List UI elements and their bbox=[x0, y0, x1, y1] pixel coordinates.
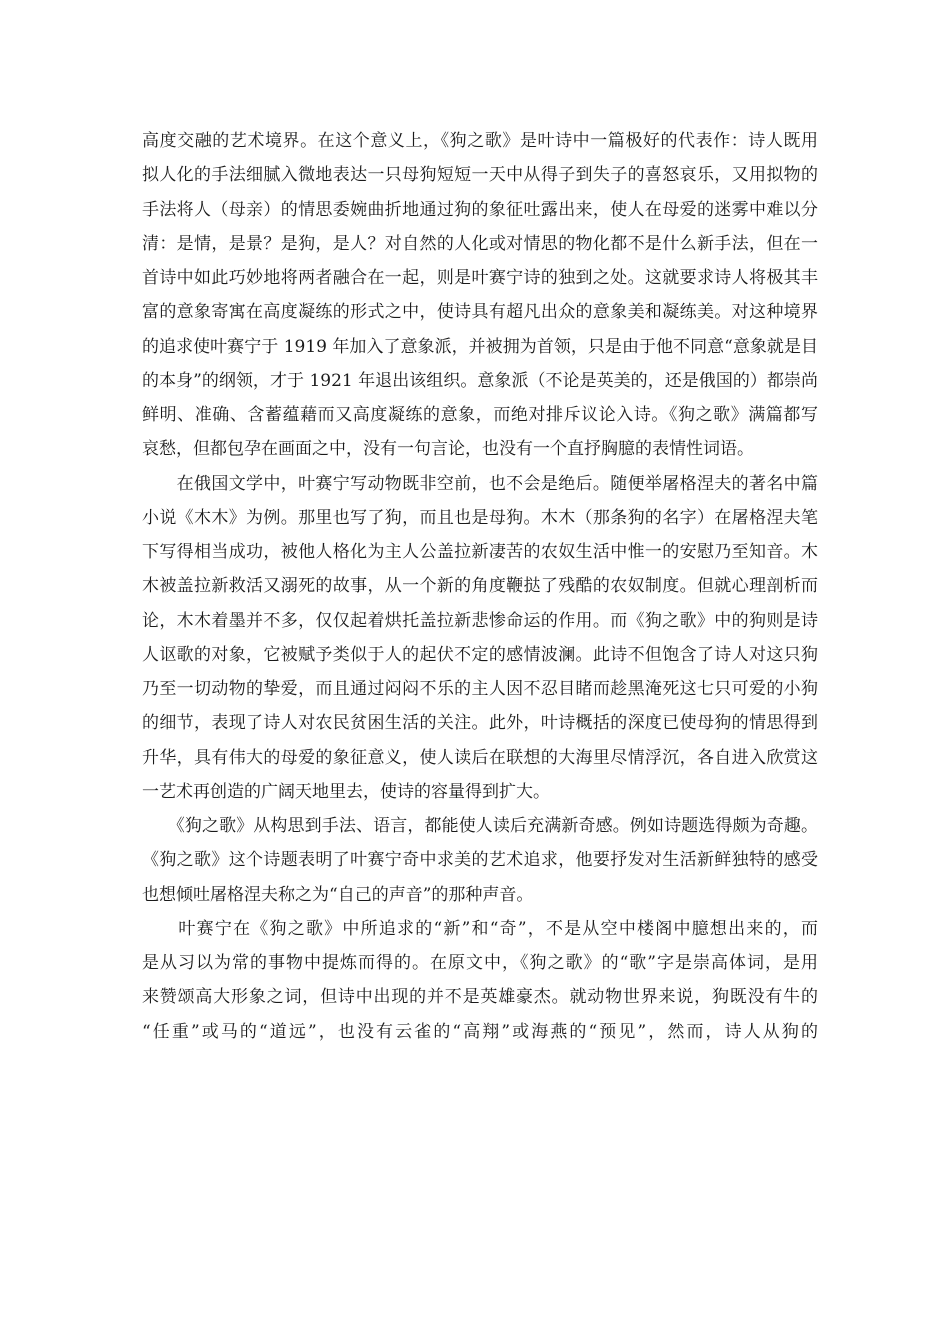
text-line: 《狗之歌》这个诗题表明了叶赛宁奇中求美的艺术追求，他要抒发对生活新鲜独特的感受 bbox=[142, 850, 818, 871]
document-body-text bbox=[142, 124, 818, 1049]
text-line: 高度交融的艺术境界。在这个意义上，《狗之歌》是叶诗中一篇极好的代表作：诗人既用 bbox=[142, 131, 818, 151]
text-line: 是从习以为常的事物中提炼而得的。在原文中，《狗之歌》的“歌”字是崇高体词，是用 bbox=[142, 953, 818, 973]
text-line: 也想倾吐屠格涅夫称之为“自己的声音”的那种声音。 bbox=[142, 884, 534, 905]
text-line: 鲜明、准确、含蓄蕴藉而又高度凝练的意象，而绝对排斥议论入诗。《狗之歌》满篇都写 bbox=[142, 405, 818, 425]
text-line: 来赞颂高大形象之词，但诗中出现的并不是英雄豪杰。就动物世界来说，狗既没有牛的 bbox=[142, 987, 818, 1008]
text-line: 升华，具有伟大的母爱的象征意义，使人读后在联想的大海里尽情浮沉，各自进入欣赏这 bbox=[142, 747, 818, 768]
text-line: 乃至一切动物的挚爱，而且通过闷闷不乐的主人因不忍目睹而趁黑淹死这七只可爱的小狗 bbox=[142, 679, 818, 699]
text-line: 人讴歌的对象，它被赋予类似于人的起伏不定的感情波澜。此诗不但饱含了诗人对这只狗 bbox=[142, 644, 818, 665]
text-line: 《狗之歌》从构思到手法、语言，都能使人读后充满新奇感。例如诗题选得颇为奇趣。 bbox=[142, 816, 818, 836]
text-line: 小说《木木》为例。那里也写了狗，而且也是母狗。木木（那条狗的名字）在屠格涅夫笔 bbox=[142, 507, 818, 528]
text-line: 论，木木着墨并不多，仅仅起着烘托盖拉新悲惨命运的作用。而《狗之歌》中的狗则是诗 bbox=[142, 610, 818, 631]
text-line: 拟人化的手法细腻入微地表达一只母狗短短一天中从得子到失子的喜怒哀乐，又用拟物的 bbox=[142, 165, 818, 186]
text-line: 哀愁，但都包孕在画面之中，没有一句言论，也没有一个直抒胸臆的表情性词语。 bbox=[142, 439, 754, 460]
text-line: 一艺术再创造的广阔天地里去，使诗的容量得到扩大。 bbox=[142, 781, 550, 802]
text-line: 手法将人（母亲）的情思委婉曲折地通过狗的象征吐露出来，使人在母爱的迷雾中难以分 bbox=[142, 199, 818, 220]
text-line: 首诗中如此巧妙地将两者融合在一起，则是叶赛宁诗的独到之处。这就要求诗人将极其丰 bbox=[142, 268, 818, 288]
text-line: 在俄国文学中，叶赛宁写动物既非空前，也不会是绝后。随便举屠格涅夫的著名中篇 bbox=[142, 473, 818, 494]
text-line: 的追求使叶赛宁于 1919 年加入了意象派，并被拥为首领，只是由于他不同意“意象就是目 bbox=[142, 336, 818, 357]
text-line: 的细节，表现了诗人对农民贫困生活的关注。此外，叶诗概括的深度已使母狗的情思得到 bbox=[142, 713, 818, 734]
text-line: 富的意象寄寓在高度凝练的形式之中，使诗具有超凡出众的意象美和凝练美。对这种境界 bbox=[142, 302, 818, 323]
text-line: “任重”或马的“道远”，也没有云雀的“高翔”或海燕的“预见”，然而，诗人从狗的 bbox=[142, 1021, 818, 1042]
text-line: 木被盖拉新救活又溺死的故事，从一个新的角度鞭挞了残酷的农奴制度。但就心理剖析而 bbox=[142, 576, 818, 597]
text-line: 清：是情，是景？是狗，是人？对自然的人化或对情思的物化都不是什么新手法，但在一 bbox=[142, 233, 818, 254]
text-line: 叶赛宁在《狗之歌》中所追求的“新”和“奇”，不是从空中楼阁中臆想出来的，而 bbox=[142, 918, 818, 939]
text-line: 下写得相当成功，被他人格化为主人公盖拉新凄苦的农奴生活中惟一的安慰乃至知音。木 bbox=[142, 542, 818, 562]
text-line: 的本身”的纲领，才于 1921 年退出该组织。意象派（不论是英美的，还是俄国的）都崇尚 bbox=[142, 370, 818, 391]
